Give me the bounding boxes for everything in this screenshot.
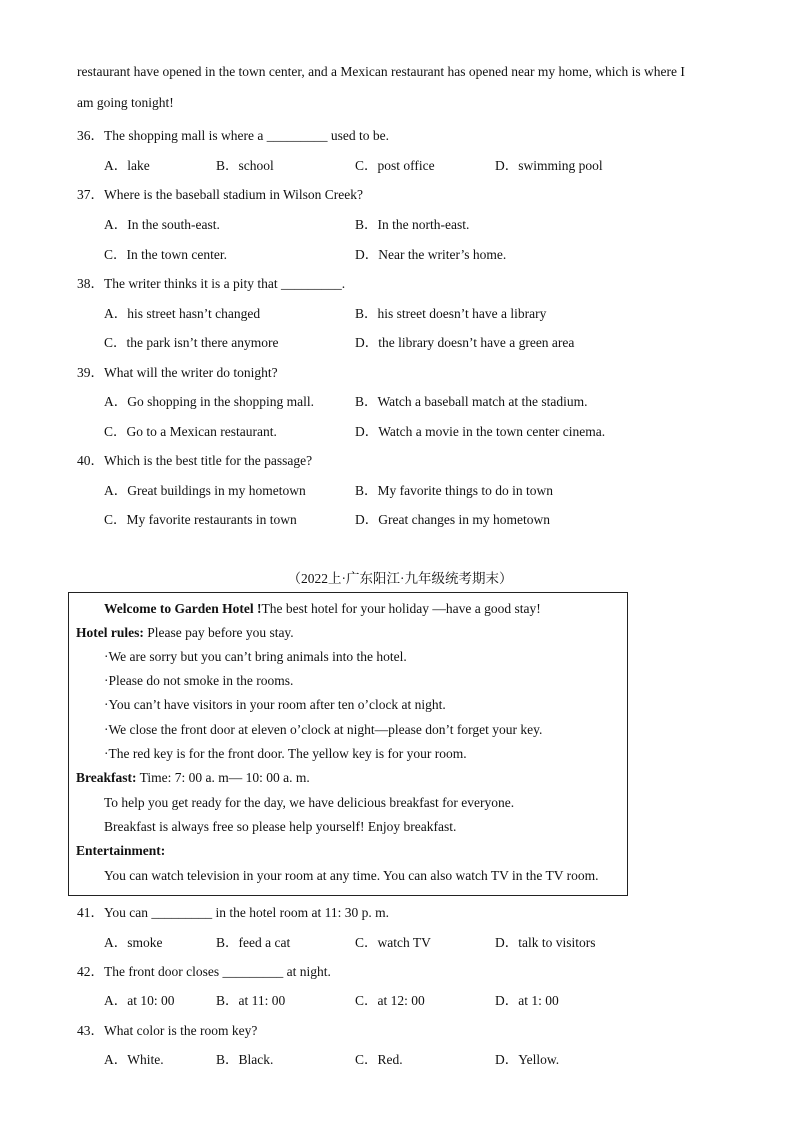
question-38-option-d: D．the library doesn’t have a green area bbox=[355, 335, 575, 350]
question-43-stem: 43．What color is the room key? bbox=[77, 1023, 258, 1038]
question-40-stem: 40．Which is the best title for the passage? bbox=[77, 453, 313, 468]
question-36-option-b: B．school bbox=[216, 158, 274, 173]
notice-breakfast-text-1: To help you get ready for the day, we have delicious breakfast for everyone. bbox=[104, 795, 515, 810]
source-label: （2022上·广东阳江·九年级统考期末） bbox=[287, 571, 513, 586]
question-38-stem: 38．The writer thinks it is a pity that _________. bbox=[77, 276, 346, 291]
question-41-option-b: B．feed a cat bbox=[216, 935, 291, 950]
question-37-option-b: B．In the north-east. bbox=[355, 217, 470, 232]
notice-breakfast-line bbox=[76, 770, 310, 786]
question-37-option-c: C．In the town center. bbox=[104, 247, 227, 262]
question-43-option-a: A．White. bbox=[104, 1052, 164, 1067]
question-42-option-b: B．at 11: 00 bbox=[216, 993, 286, 1008]
notice-rules-line bbox=[76, 625, 294, 641]
question-41-option-c: C．watch TV bbox=[355, 935, 431, 950]
notice-breakfast-label: Breakfast: bbox=[76, 770, 137, 785]
notice-rule-4: ·We close the front door at eleven o’clock at night—please don’t forget your key. bbox=[104, 722, 543, 737]
question-40-option-a: A．Great buildings in my hometown bbox=[104, 483, 306, 498]
notice-welcome-tagline: The best hotel for your holiday —have a good stay! bbox=[261, 601, 541, 616]
question-41-option-a: A．smoke bbox=[104, 935, 163, 950]
question-43-option-d: D．Yellow. bbox=[495, 1052, 560, 1067]
notice-entertainment-text: You can watch television in your room at any time. You can also watch TV in the TV room. bbox=[104, 868, 599, 883]
notice-rule-5: ·The red key is for the front door. The yellow key is for your room. bbox=[104, 746, 467, 761]
notice-entertainment-title: Entertainment: bbox=[76, 843, 166, 858]
question-39-option-b: B．Watch a baseball match at the stadium. bbox=[355, 394, 588, 409]
question-42-stem: 42．The front door closes _________ at night. bbox=[77, 964, 331, 979]
notice-breakfast-time: Time: 7: 00 a. m— 10: 00 a. m. bbox=[136, 770, 310, 785]
notice-rule-2: ·Please do not smoke in the rooms. bbox=[104, 673, 294, 688]
hotel-notice-box bbox=[68, 592, 628, 896]
question-37-option-a: A．In the south-east. bbox=[104, 217, 220, 232]
question-40-option-d: D．Great changes in my hometown bbox=[355, 512, 550, 527]
question-41-option-d: D．talk to visitors bbox=[495, 935, 596, 950]
passage-line-1: restaurant have opened in the town center, and a Mexican restaurant has opened near my home, which is where I bbox=[77, 64, 685, 79]
question-43-option-c: C．Red. bbox=[355, 1052, 403, 1067]
notice-rules-label: Hotel rules: bbox=[76, 625, 144, 640]
question-36-option-c: C．post office bbox=[355, 158, 435, 173]
question-39-option-a: A．Go shopping in the shopping mall. bbox=[104, 394, 314, 409]
question-36-option-a: A．lake bbox=[104, 158, 150, 173]
question-42-option-c: C．at 12: 00 bbox=[355, 993, 425, 1008]
question-37-stem: 37．Where is the baseball stadium in Wilson Creek? bbox=[77, 187, 364, 202]
question-39-option-d: D．Watch a movie in the town center cinema. bbox=[355, 424, 606, 439]
notice-breakfast-text-2: Breakfast is always free so please help yourself! Enjoy breakfast. bbox=[104, 819, 457, 834]
question-36-option-d: D．swimming pool bbox=[495, 158, 603, 173]
notice-rules-first: Please pay before you stay. bbox=[143, 625, 294, 640]
notice-rule-1: ·We are sorry but you can’t bring animals into the hotel. bbox=[104, 649, 407, 664]
question-40-option-b: B．My favorite things to do in town bbox=[355, 483, 553, 498]
question-36-stem: 36．The shopping mall is where a _________ used to be. bbox=[77, 128, 389, 143]
notice-entertainment-label bbox=[76, 843, 165, 859]
question-38-option-c: C．the park isn’t there anymore bbox=[104, 335, 279, 350]
question-38-option-a: A．his street hasn’t changed bbox=[104, 306, 261, 321]
question-40-option-c: C．My favorite restaurants in town bbox=[104, 512, 297, 527]
question-39-option-c: C．Go to a Mexican restaurant. bbox=[104, 424, 277, 439]
passage-line-2: am going tonight! bbox=[77, 95, 174, 110]
question-42-option-a: A．at 10: 00 bbox=[104, 993, 175, 1008]
notice-welcome-title: Welcome to Garden Hotel ! bbox=[104, 601, 262, 616]
question-43-option-b: B．Black. bbox=[216, 1052, 274, 1067]
notice-welcome-line bbox=[104, 601, 541, 617]
question-41-stem: 41．You can _________ in the hotel room at 11: 30 p. m. bbox=[77, 905, 389, 920]
question-39-stem: 39．What will the writer do tonight? bbox=[77, 365, 278, 380]
question-42-option-d: D．at 1: 00 bbox=[495, 993, 559, 1008]
question-37-option-d: D．Near the writer’s home. bbox=[355, 247, 507, 262]
question-38-option-b: B．his street doesn’t have a library bbox=[355, 306, 547, 321]
notice-rule-3: ·You can’t have visitors in your room after ten o’clock at night. bbox=[104, 697, 446, 712]
